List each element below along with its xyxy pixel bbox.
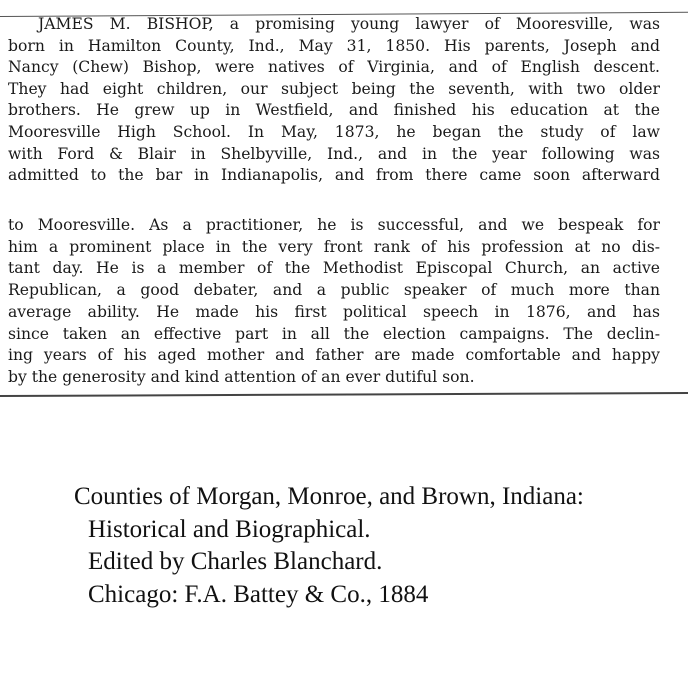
text-line: to Mooresville. As a practitioner, he is successful, and we bespeak for (8, 216, 660, 234)
text-line: tant day. He is a member of the Methodist Episcopal Church, an active (8, 259, 660, 278)
text-line: Nancy (Chew) Bishop, were natives of Virginia, and of English descent. (8, 58, 660, 77)
text-line: admitted to the bar in Indianapolis, and from there came soon afterward (8, 166, 660, 185)
text-line: JAMES M. BISHOP, a promising young lawyer of Mooresville, was (38, 15, 660, 33)
citation-publisher: Chicago: F.A. Battey & Co., 1884 (88, 581, 429, 608)
text-line: Mooresville High School. In May, 1873, he began the study of law (8, 123, 660, 141)
citation-title: Counties of Morgan, Monroe, and Brown, Indiana: (74, 483, 584, 510)
text-line: since taken an effective part in all the election campaigns. The declin- (8, 324, 660, 343)
text-line: brothers. He grew up in Westfield, and finished his education at the (8, 101, 660, 120)
citation-editor: Edited by Charles Blanchard. (88, 548, 383, 575)
bottom-rule (0, 392, 688, 397)
text-line: average ability. He made his first political speech in 1876, and has (8, 302, 660, 321)
text-line: him a prominent place in the very front rank of his profession at no dis- (8, 237, 660, 256)
text-line: They had eight children, our subject being the seventh, with two older (8, 79, 660, 98)
text-line: born in Hamilton County, Ind., May 31, 1850. His parents, Joseph and (8, 36, 660, 55)
text-line: Republican, a good debater, and a public speaker of much more than (8, 281, 660, 300)
citation-subtitle: Historical and Biographical. (88, 516, 371, 543)
text-line: with Ford & Blair in Shelbyville, Ind., and in the year following was (8, 144, 660, 163)
text-line: ing years of his aged mother and father are made comfortable and happy (8, 346, 660, 365)
text-line: by the generosity and kind attention of an ever dutiful son. (8, 367, 475, 386)
